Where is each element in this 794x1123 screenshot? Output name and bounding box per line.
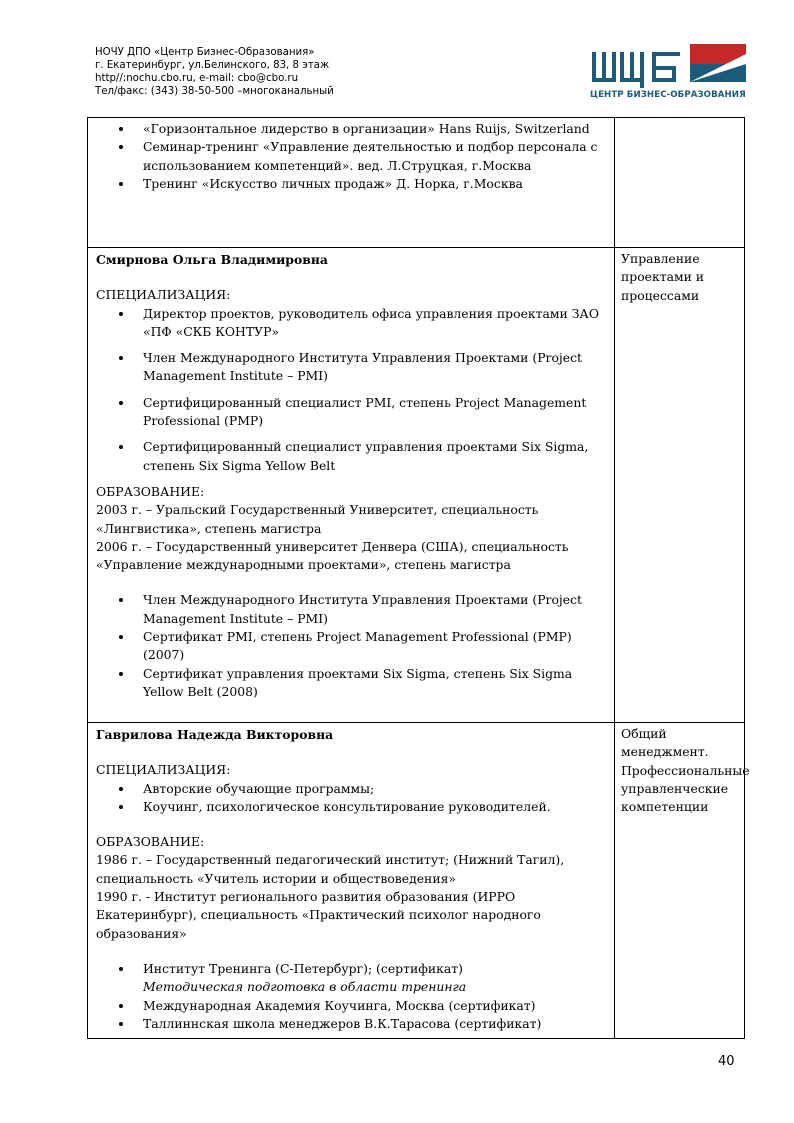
row-area-cell	[615, 118, 745, 248]
list-item: Сертифицированный специалист управления проектами Six Sigma, степень Six Sigma Yellow Belt	[143, 438, 606, 475]
education-entry: 2003 г. – Уральский Государственный Университет, специальность «Лингвистика», степень магистра	[96, 502, 539, 536]
list-item: Таллиннская школа менеджеров В.К.Тарасова (сертификат)	[143, 1015, 606, 1033]
logo-letters	[594, 54, 678, 86]
row-description-cell	[88, 118, 615, 248]
list-item: «Горизонтальное лидерство в организации» Hans Ruijs, Switzerland	[143, 120, 606, 138]
row-area-cell: Управление проектами и процессами	[615, 248, 745, 723]
list-item: Директор проектов, руководитель офиса управления проектами ЗАО «ПФ «СКБ КОНТУР»	[143, 305, 606, 342]
list-item: Тренинг «Искусство личных продаж» Д. Норка, г.Москва	[143, 175, 606, 193]
table-row	[88, 118, 745, 248]
row-description-cell	[88, 248, 615, 723]
table-row	[88, 723, 745, 1039]
staff-table	[87, 117, 750, 1039]
list-item: Член Международного Института Управления Проектами (Project Management Institute – PMI)	[143, 591, 606, 628]
list-item: Международная Академия Коучинга, Москва (сертификат)	[143, 997, 606, 1015]
org-address: г. Екатеринбург, ул.Белинского, 83, 8 этаж	[95, 60, 330, 71]
certification-text: Институт Тренинга (С-Петербург); (сертификат)	[143, 960, 463, 976]
table-row	[88, 248, 745, 723]
education-label: ОБРАЗОВАНИЕ:	[96, 834, 205, 850]
list-item: Семинар-тренинг «Управление деятельностью и подбор персонала с использованием компетенций». вед. Л.Струцкая, г.Москва	[143, 138, 606, 175]
row-description-cell	[88, 723, 615, 1039]
list-item: Член Международного Института Управления Проектами (Project Management Institute – PMI)	[143, 349, 606, 386]
list-item	[143, 960, 606, 997]
education-label: ОБРАЗОВАНИЕ:	[96, 483, 205, 499]
list-item: Сертификат PMI, степень Project Management Professional (PMP) (2007)	[143, 628, 606, 665]
person-name: Гаврилова Надежда Викторовна	[96, 727, 334, 742]
logo-caption: ЦЕНТР БИЗНЕС-ОБРАЗОВАНИЯ	[590, 90, 746, 100]
training-list	[96, 120, 606, 193]
cbo-logo	[590, 44, 746, 102]
list-item: Сертификат управления проектами Six Sigma, степень Six Sigma Yellow Belt (2008)	[143, 665, 606, 702]
page-number: 40	[718, 1054, 735, 1069]
org-phone: Тел/факс: (343) 38-50-500 –многоканальный	[95, 86, 334, 97]
cbo-logo-mark	[590, 44, 746, 88]
person-name: Смирнова Ольга Владимировна	[96, 252, 328, 267]
row-area-cell: Общий менеджмент. Профессиональные управленческие компетенции	[615, 723, 745, 1039]
list-item: Коучинг, психологическое консультирование руководителей.	[143, 798, 606, 816]
education-entry: 1986 г. – Государственный педагогический институт; (Нижний Тагил), специальность «Учитель истории и обществоведения»	[96, 852, 565, 886]
list-item: Сертифицированный специалист PMI, степень Project Management Professional (PMP)	[143, 394, 606, 431]
list-item: Авторские обучающие программы;	[143, 780, 606, 798]
certification-note: Методическая подготовка в области тренинга	[143, 979, 467, 995]
certification-list	[96, 960, 606, 1033]
specialization-list	[96, 780, 606, 817]
certification-list	[96, 591, 606, 701]
specialization-list	[96, 305, 606, 475]
education-entry: 1990 г. - Институт регионального развития образования (ИРРО Екатеринбург), специальность «Практический психолог народного образования»	[96, 889, 541, 941]
specialization-label: СПЕЦИАЛИЗАЦИЯ:	[96, 762, 231, 778]
education-entry: 2006 г. – Государственный университет Денвера (США), специальность «Управление международными проектами», степень магистра	[96, 538, 569, 573]
org-web-email: http//:nochu.cbo.ru, e-mail: cbo@cbo.ru	[95, 73, 299, 84]
org-name: НОЧУ ДПО «Центр Бизнес-Образования»	[95, 47, 315, 58]
specialization-label: СПЕЦИАЛИЗАЦИЯ:	[96, 287, 231, 303]
letterhead	[95, 46, 334, 98]
